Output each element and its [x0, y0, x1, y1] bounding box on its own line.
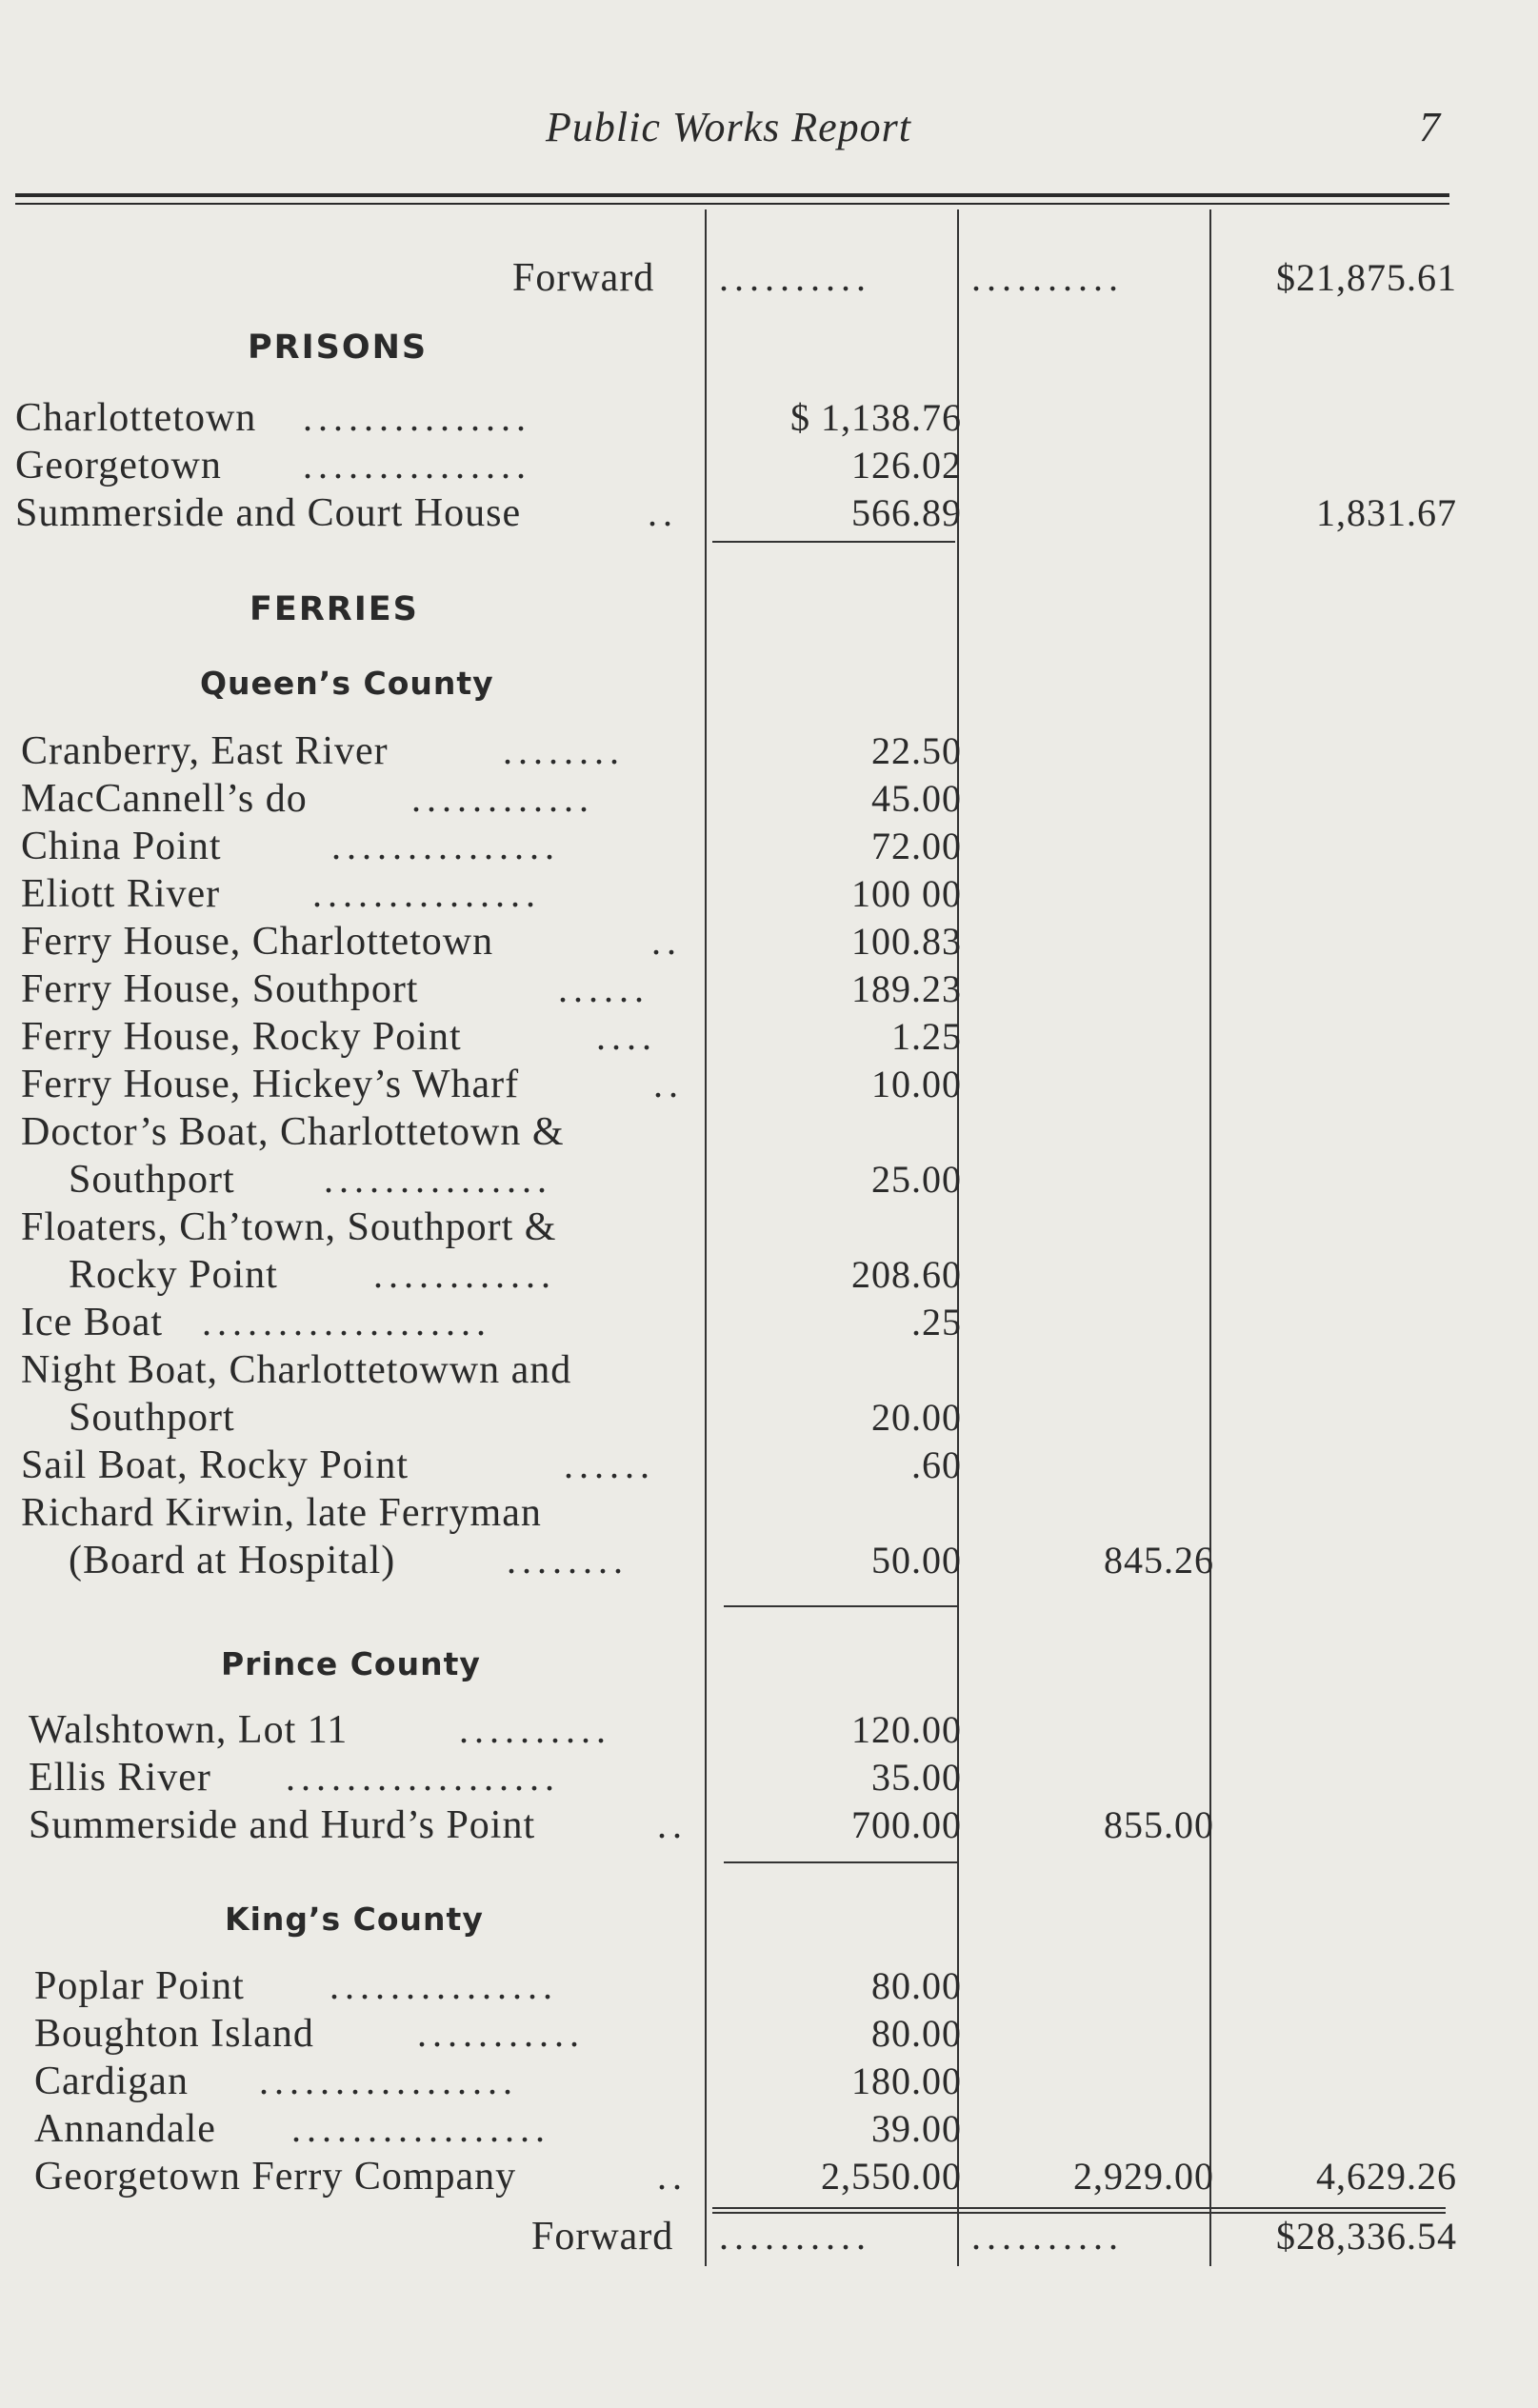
row-amount: 20.00 — [871, 1396, 962, 1439]
table-row — [0, 443, 1538, 490]
row-label: Southport — [69, 1158, 235, 1202]
row-label: Walshtown, Lot 11 — [29, 1708, 349, 1752]
table-row — [0, 1707, 1538, 1755]
leader-dots: .. — [648, 491, 678, 534]
table-row — [0, 395, 1538, 443]
row-label: Annandale — [34, 2107, 216, 2151]
table-row — [0, 871, 1538, 919]
row-amount: 45.00 — [871, 777, 962, 820]
leader-dots: ...... — [558, 967, 649, 1010]
leader-dots: ............... — [324, 1158, 552, 1201]
row-label: Cardigan — [34, 2060, 189, 2103]
table-row — [0, 1443, 1538, 1490]
row-label: Boughton Island — [34, 2012, 314, 2056]
forward-label: Forward — [531, 2215, 674, 2259]
table-row — [0, 1109, 1538, 1157]
table-row — [0, 1300, 1538, 1347]
row-label: Sail Boat, Rocky Point — [21, 1443, 409, 1487]
table-row — [0, 1395, 1538, 1443]
table-row — [0, 1538, 1538, 1585]
table-row — [0, 824, 1538, 871]
forward-total: $21,875.61 — [1276, 256, 1457, 299]
county-subtotal: 855.00 — [1104, 1803, 1214, 1846]
row-amount: 35.00 — [871, 1756, 962, 1799]
section-heading-ferries: FERRIES — [250, 590, 419, 628]
subsection-heading-prince: Prince County — [221, 1645, 481, 1682]
forward-label: Forward — [512, 256, 655, 300]
leader-dots: ................. — [259, 2060, 518, 2102]
leader-dots: ............ — [373, 1253, 556, 1296]
leader-dots: .. — [651, 920, 682, 963]
row-label: Night Boat, Charlottetowwn and — [21, 1348, 572, 1392]
table-row — [0, 1204, 1538, 1252]
forward-total: $28,336.54 — [1276, 2215, 1457, 2258]
row-label: Ice Boat — [21, 1301, 164, 1344]
section-heading-prisons: PRISONS — [248, 328, 429, 367]
subsection-heading-kings: King’s County — [225, 1901, 484, 1938]
row-amount: 72.00 — [871, 825, 962, 867]
row-amount: .25 — [911, 1301, 962, 1343]
row-label: Cranberry, East River — [21, 729, 389, 773]
row-label: Ferry House, Charlottetown — [21, 920, 494, 964]
leader-dots: ............... — [303, 396, 531, 439]
row-amount: 180.00 — [851, 2060, 962, 2102]
row-label: China Point — [21, 825, 222, 868]
row-label: MacCannell’s do — [21, 777, 308, 821]
row-amount: 80.00 — [871, 1964, 962, 2007]
leader-dots: .......... — [971, 256, 1124, 299]
leader-dots: ........ — [503, 729, 625, 772]
header-rule — [15, 193, 1449, 197]
row-amount: 10.00 — [871, 1063, 962, 1105]
section-total: 1,831.67 — [1316, 491, 1457, 534]
leader-dots: ............... — [312, 872, 541, 915]
county-subtotal: 2,929.00 — [1073, 2155, 1214, 2198]
leader-dots: ........ — [507, 1539, 629, 1582]
total-rule — [712, 2207, 1446, 2214]
sum-rule — [712, 541, 955, 543]
row-amount: 80.00 — [871, 2012, 962, 2055]
row-amount: 2,550.00 — [821, 2155, 962, 2198]
row-label: Georgetown Ferry Company — [34, 2155, 517, 2199]
row-amount: 189.23 — [851, 967, 962, 1010]
county-subtotal: 845.26 — [1104, 1539, 1214, 1582]
row-label: Ferry House, Hickey’s Wharf — [21, 1063, 520, 1106]
row-label: Eliott River — [21, 872, 221, 916]
table-row — [0, 1252, 1538, 1300]
row-amount: 25.00 — [871, 1158, 962, 1201]
table-row — [0, 2154, 1538, 2201]
leader-dots: ............... — [331, 825, 560, 867]
table-row — [0, 919, 1538, 966]
row-amount: 22.50 — [871, 729, 962, 772]
row-amount: 120.00 — [851, 1708, 962, 1751]
row-label: Richard Kirwin, late Ferryman — [21, 1491, 542, 1535]
leader-dots: .......... — [719, 2215, 871, 2258]
table-row — [0, 1490, 1538, 1538]
leader-dots: .......... — [971, 2215, 1124, 2258]
leader-dots: ............ — [411, 777, 594, 820]
table-row — [0, 776, 1538, 824]
row-label: Ferry House, Southport — [21, 967, 419, 1011]
row-amount: 39.00 — [871, 2107, 962, 2150]
table-row — [0, 1802, 1538, 1850]
forward-row-bottom — [0, 2214, 1538, 2261]
row-label: Poplar Point — [34, 1964, 245, 2008]
table-row — [0, 1963, 1538, 2011]
row-label: (Board at Hospital) — [69, 1539, 396, 1582]
row-label: Summerside and Court House — [15, 491, 522, 535]
table-row — [0, 1755, 1538, 1802]
row-amount: 566.89 — [851, 491, 962, 534]
table-row — [0, 1157, 1538, 1204]
leader-dots: ................... — [202, 1301, 491, 1343]
subsection-heading-queens: Queen’s County — [200, 665, 494, 702]
row-label: Floaters, Ch’town, Southport & — [21, 1205, 557, 1249]
section-total: 4,629.26 — [1316, 2155, 1457, 2198]
running-title: Public Works Report — [546, 104, 911, 150]
forward-row-top — [0, 255, 1538, 303]
leader-dots: .................. — [286, 1756, 560, 1799]
table-row — [0, 490, 1538, 538]
row-amount: $ 1,138.76 — [790, 396, 962, 439]
row-label: Ferry House, Rocky Point — [21, 1015, 462, 1059]
leader-dots: .......... — [459, 1708, 611, 1751]
leader-dots: .... — [596, 1015, 657, 1058]
row-amount: 126.02 — [851, 444, 962, 487]
row-label: Charlottetown — [15, 396, 257, 440]
leader-dots: .. — [657, 1803, 688, 1846]
row-amount: 100 00 — [851, 872, 962, 915]
table-row — [0, 2106, 1538, 2154]
row-amount: 100.83 — [851, 920, 962, 963]
row-amount: 1.25 — [891, 1015, 962, 1058]
leader-dots: ............... — [303, 444, 531, 487]
leader-dots: ...... — [564, 1443, 655, 1486]
table-row — [0, 1347, 1538, 1395]
row-amount: 50.00 — [871, 1539, 962, 1582]
leader-dots: .. — [657, 2155, 688, 2198]
sum-rule — [724, 1861, 957, 1863]
table-row — [0, 966, 1538, 1014]
row-amount: .60 — [911, 1443, 962, 1486]
leader-dots: .. — [653, 1063, 684, 1105]
header-rule-thin — [15, 203, 1449, 205]
leader-dots: .......... — [719, 256, 871, 299]
leader-dots: ........... — [417, 2012, 585, 2055]
row-label: Georgetown — [15, 444, 222, 488]
row-amount: 700.00 — [851, 1803, 962, 1846]
sum-rule — [724, 1605, 957, 1607]
row-label: Southport — [69, 1396, 235, 1440]
row-amount: 208.60 — [851, 1253, 962, 1296]
leader-dots: ................. — [291, 2107, 550, 2150]
table-row — [0, 1062, 1538, 1109]
page-number: 7 — [1419, 104, 1440, 150]
table-row — [0, 2011, 1538, 2059]
row-label: Summerside and Hurd’s Point — [29, 1803, 536, 1847]
table-row — [0, 2059, 1538, 2106]
row-label: Doctor’s Boat, Charlottetown & — [21, 1110, 565, 1154]
table-row — [0, 728, 1538, 776]
row-label: Ellis River — [29, 1756, 211, 1800]
table-row — [0, 1014, 1538, 1062]
row-label: Rocky Point — [69, 1253, 278, 1297]
leader-dots: ............... — [330, 1964, 558, 2007]
